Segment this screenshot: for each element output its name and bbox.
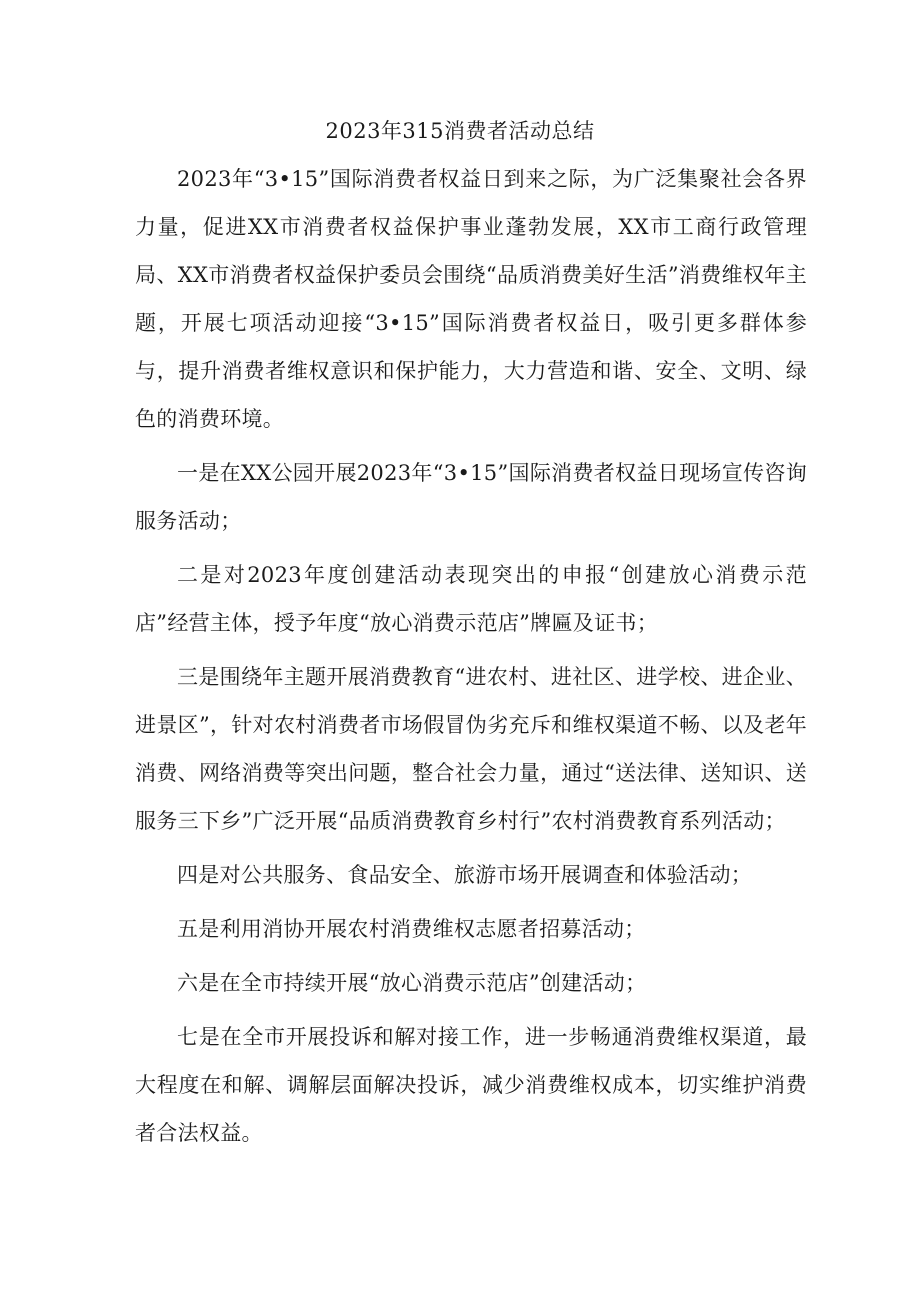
document-title: 2023年315消费者活动总结 — [325, 119, 595, 143]
paragraph-item-1: 一是在XX公园开展2023年“3•15”国际消费者权益日现场宣传咨询服务活动； — [135, 461, 807, 533]
paragraph-item-7: 七是在全市开展投诉和解对接工作，进一步畅通消费维权渠道，最大程度在和解、调解层面解决投诉，减少消费维权成本，切实维护消费者合法权益。 — [135, 1025, 807, 1145]
paragraph-item-3: 三是围绕年主题开展消费教育“进农村、进社区、进学校、进企业、进景区”，针对农村消费者市场假冒伪劣充斥和维权渠道不畅、以及老年消费、网络消费等突出问题，整合社会力量，通过“送法律、送知识、送服务三下乡”广泛开展“品质消费教育乡村行”农村消费教育系列活动； — [135, 665, 807, 833]
document-body — [135, 155, 807, 1163]
paragraph-item-4: 四是对公共服务、食品安全、旅游市场开展调查和体验活动； — [177, 863, 753, 887]
paragraph-item-5: 五是利用消协开展农村消费维权志愿者招募活动； — [177, 917, 646, 941]
paragraph-item-2: 二是对2023年度创建活动表现突出的申报“创建放心消费示范店”经营主体，授予年度“放心消费示范店”牌匾及证书； — [135, 563, 807, 635]
paragraph-intro: 2023年“3•15”国际消费者权益日到来之际，为广泛集聚社会各界力量，促进XX市消费者权益保护事业蓬勃发展，XX市工商行政管理局、XX市消费者权益保护委员会围绕“品质消费美好生活”消费维权年主题，开展七项活动迎接“3•15”国际消费者权益日，吸引更多群体参与，提升消费者维权意识和保护能力，大力营造和谐、安全、文明、绿色的消费环境。 — [135, 167, 807, 431]
paragraph-item-6: 六是在全市持续开展“放心消费示范店”创建活动； — [177, 971, 647, 995]
